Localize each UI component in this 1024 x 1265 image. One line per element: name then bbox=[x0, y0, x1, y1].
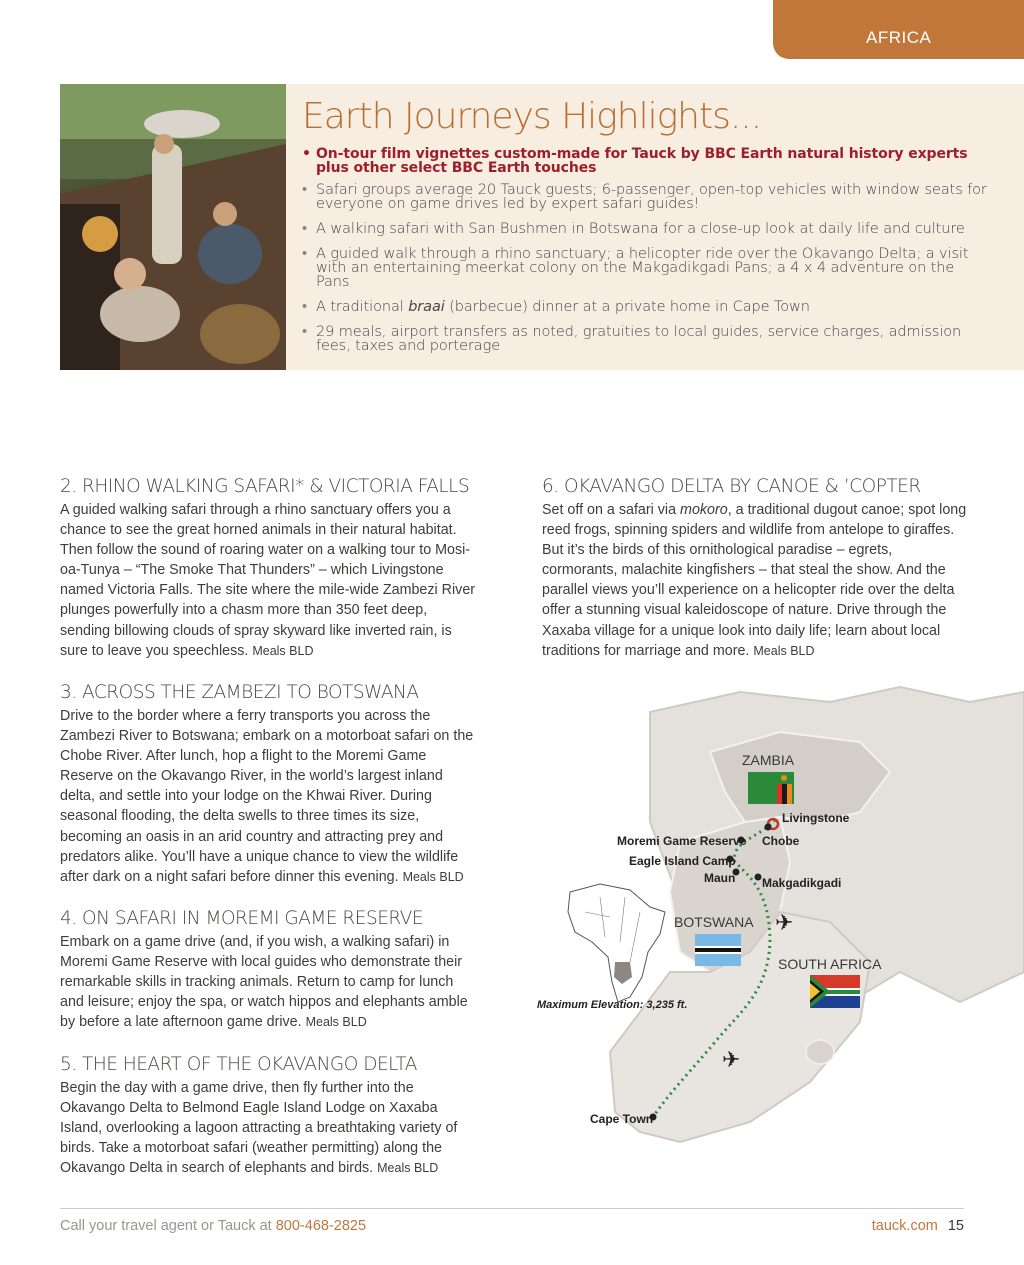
day-body-text: Set off on a safari via bbox=[542, 502, 681, 518]
highlight-item bbox=[302, 300, 992, 314]
day-body bbox=[542, 500, 967, 661]
safari-photo-illustration bbox=[60, 84, 286, 370]
place-label-chobe: Chobe bbox=[762, 834, 800, 848]
plane-icon: ✈ bbox=[722, 1048, 741, 1073]
footer-divider bbox=[60, 1208, 964, 1209]
place-label-eagle-island: Eagle Island Camp bbox=[629, 854, 736, 868]
section-tab bbox=[773, 0, 1024, 59]
day-body-text: Begin the day with a game drive, then fly further into the Okavango Delta to Belmond Eagle Island Lodge on Xaxaba Island, overlooking a lagoon attracting a breathtaking variety of birds. Take a motorboat safari (weather permitting) along the Okavango Delta in search of elephants and birds. bbox=[60, 1080, 458, 1177]
meals-label: Meals BLD bbox=[753, 643, 815, 658]
safari-photo bbox=[60, 84, 286, 370]
day-body bbox=[60, 932, 480, 1032]
country-label-botswana: BOTSWANA bbox=[674, 914, 754, 930]
day-title: 6. OKAVANGO DELTA BY CANOE & ’COPTER bbox=[542, 476, 921, 497]
botswana-flag bbox=[695, 934, 741, 966]
footer-call-text: Call your travel agent or Tauck at bbox=[60, 1218, 276, 1234]
day-body bbox=[60, 706, 480, 887]
footer-site-link[interactable]: tauck.com bbox=[871, 1218, 938, 1234]
highlights-list bbox=[302, 147, 992, 364]
highlight-item: • A guided walk through a rhino sanctuary; a helicopter ride over the Okavango Delta; a visit with an entertaining meerkat colony on the Makgadikgadi Pans; a 4 x 4 adventure on the Pans bbox=[302, 247, 992, 289]
day-body-text: Drive to the border where a ferry transports you across the Zambezi River to Botswana; embark on a motorboat safari on the Chobe River. After lunch, hop a flight to the Moremi Game Reserve on the Okavango River, in the world’s largest inland delta, and settle into your lodge on the Khwai River. During seasonal flooding, the delta swells to three times its size, becoming an oasis in an arid country and attracting prey and predators alike. You’ll have a unique chance to view the wildlife after dark on a night safari before dinner this evening. bbox=[60, 708, 474, 885]
place-label-cape-town: Cape Town bbox=[590, 1112, 654, 1126]
day-body bbox=[60, 1078, 480, 1178]
africa-inset bbox=[568, 884, 665, 1002]
makgadikgadi-point bbox=[755, 874, 762, 881]
meals-label: Meals BLD bbox=[377, 1161, 439, 1176]
day-body-text: A guided walking safari through a rhino sanctuary offers you a chance to see the great horned animals in their natural habitat. Then follow the sound of roaring water on a walking tour to Mosi-oa-Tunya – “The Smoke That Thunders” – which Livingstone named Victoria Falls. The site where the mile-wide Zambezi River plunges powerfully into a chasm more than 350 feet deep, sending billowing clouds of spray skyward like inverted rain, is sure to leave you speechless. bbox=[60, 502, 476, 659]
page-number: 15 bbox=[947, 1218, 964, 1234]
zambia-region bbox=[710, 732, 890, 822]
day-body bbox=[60, 500, 480, 661]
place-label-livingstone: Livingstone bbox=[782, 811, 850, 825]
elevation-note: Maximum Elevation: 3,235 ft. bbox=[537, 999, 688, 1011]
itinerary-day-5 bbox=[60, 1054, 480, 1178]
day-title: 2. RHINO WALKING SAFARI* & VICTORIA FALLS bbox=[60, 476, 470, 497]
highlight-item: • 29 meals, airport transfers as noted, gratuities to local guides, service charges, admission fees, taxes and porterage bbox=[302, 325, 992, 353]
day-title: 3. ACROSS THE ZAMBEZI TO BOTSWANA bbox=[60, 682, 419, 703]
highlight-braai-prefix: A traditional bbox=[316, 299, 409, 315]
place-label-maun: Maun bbox=[704, 871, 736, 885]
day-title: 5. THE HEART OF THE OKAVANGO DELTA bbox=[60, 1054, 417, 1075]
highlight-item: • On-tour film vignettes custom-made for Tauck by BBC Earth natural history experts plus other select BBC Earth touches bbox=[302, 147, 992, 175]
mokoro-term: mokoro bbox=[680, 502, 728, 518]
meals-label: Meals BLD bbox=[402, 869, 464, 884]
itinerary-day-2 bbox=[60, 476, 480, 661]
day-title: 4. ON SAFARI IN MOREMI GAME RESERVE bbox=[60, 908, 424, 929]
footer-phone[interactable]: 800-468-2825 bbox=[275, 1218, 367, 1234]
zambia-flag bbox=[748, 772, 794, 804]
route-map-svg bbox=[530, 672, 1024, 1192]
highlight-braai-word: braai bbox=[408, 299, 445, 315]
highlights-title: Earth Journeys Highlights... bbox=[302, 96, 762, 137]
country-label-zambia: ZAMBIA bbox=[742, 752, 795, 768]
lesotho-region bbox=[806, 1040, 834, 1064]
itinerary-day-4 bbox=[60, 908, 480, 1032]
highlight-item: • A walking safari with San Bushmen in Botswana for a close-up look at daily life and culture bbox=[302, 222, 992, 236]
section-tab-label: AFRICA bbox=[866, 28, 932, 47]
footer-site bbox=[872, 1218, 964, 1234]
highlight-item: • Safari groups average 20 Tauck guests; 6-passenger, open-top vehicles with window seats for everyone on game drives led by expert safari guides! bbox=[302, 183, 992, 211]
meals-label: Meals BLD bbox=[305, 1015, 367, 1030]
meals-label: Meals BLD bbox=[252, 643, 314, 658]
itinerary-day-3 bbox=[60, 682, 480, 887]
plane-icon: ✈ bbox=[775, 911, 794, 936]
south-africa-flag bbox=[810, 975, 860, 1008]
route-map bbox=[530, 672, 1024, 1192]
place-label-makgadikgadi: Makgadikgadi bbox=[762, 876, 842, 890]
country-label-south-africa: SOUTH AFRICA bbox=[778, 956, 882, 972]
place-label-moremi: Moremi Game Reserve bbox=[617, 834, 747, 848]
day-body-text: Embark on a game drive (and, if you wish, a walking safari) in Moremi Game Reserve with local guides who demonstrate their remarkable skills in tracking animals. Return to camp for lunch and leisure; enjoy the spa, or watch hippos and elephants amble by before a late afternoon game drive. bbox=[60, 934, 468, 1031]
highlight-braai-rest: (barbecue) dinner at a private home in Cape Town bbox=[449, 299, 810, 315]
chobe-point bbox=[765, 824, 772, 831]
footer-call bbox=[60, 1218, 366, 1234]
day-body-text: , a traditional dugout canoe; spot long reed frogs, spinning spiders and wildlife from antelope to giraffes. But it’s the birds of this ornithological paradise – egrets, cormorants, malachite kingfishers – that steal the show. And the parallel views you’ll experience on a helicopter ride over the delta offer a stunning visual kaleidoscope of nature. Drive through the Xaxaba village for a unique look into daily life; learn about local traditions for marriage and more. bbox=[542, 502, 967, 659]
itinerary-day-6 bbox=[542, 476, 967, 661]
